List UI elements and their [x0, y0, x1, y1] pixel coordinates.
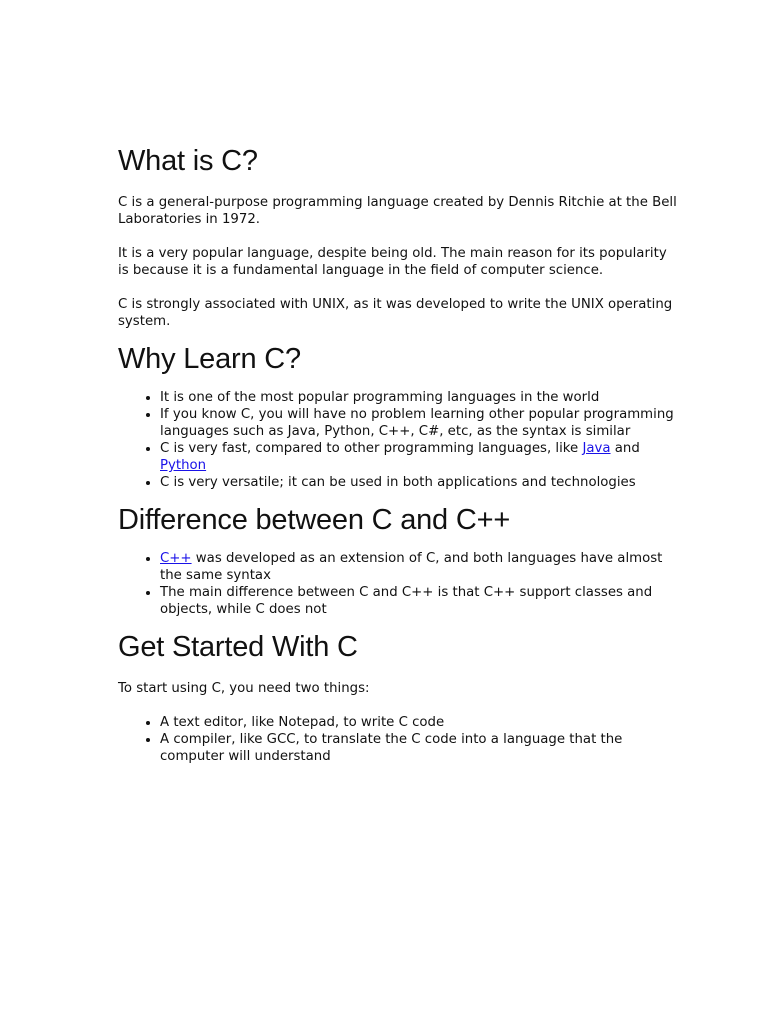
link-cpp[interactable]: C++	[160, 551, 192, 566]
list-item-text: was developed as an extension of C, and both languages have almost the same syntax	[160, 551, 663, 583]
heading-difference-c-cpp: Difference between C and C++	[118, 504, 511, 536]
list-why-learn	[118, 389, 678, 491]
list-item	[160, 440, 678, 474]
paragraph-popularity: It is a very popular language, despite being old. The main reason for its popularity is because it is a fundamental language in the field of computer science.	[118, 246, 667, 278]
list-item: • A compiler, like GCC, to translate the C code into a language that the computer will understand	[160, 731, 678, 765]
heading-get-started: Get Started With C	[118, 631, 358, 663]
list-item-text: C is very fast, compared to other programming languages, like	[160, 441, 583, 456]
list-item: • If you know C, you will have no problem learning other popular programming languages such as Java, Python, C++, C#, etc, as the syntax is similar	[160, 406, 678, 440]
list-difference	[118, 550, 678, 618]
list-item	[160, 550, 678, 584]
heading-why-learn-c: Why Learn C?	[118, 343, 301, 375]
link-java[interactable]: Java	[582, 441, 611, 456]
list-item: • A text editor, like Notepad, to write C code	[160, 714, 678, 731]
heading-what-is-c: What is C?	[118, 145, 258, 177]
list-item: • It is one of the most popular programming languages in the world	[160, 389, 678, 406]
paragraph-unix: C is strongly associated with UNIX, as it was developed to write the UNIX operating system.	[118, 297, 673, 329]
list-requirements	[118, 714, 678, 765]
link-python[interactable]: Python	[160, 458, 207, 473]
list-item: • C is very versatile; it can be used in both applications and technologies	[160, 474, 678, 491]
document-page	[118, 143, 678, 765]
list-item: • The main difference between C and C++ is that C++ support classes and objects, while C does not	[160, 584, 678, 618]
list-item-text: and	[610, 441, 640, 456]
paragraph-definition: C is a general-purpose programming language created by Dennis Ritchie at the Bell Laboratories in 1972.	[118, 195, 677, 227]
paragraph-get-started-intro: To start using C, you need two things:	[118, 681, 370, 696]
